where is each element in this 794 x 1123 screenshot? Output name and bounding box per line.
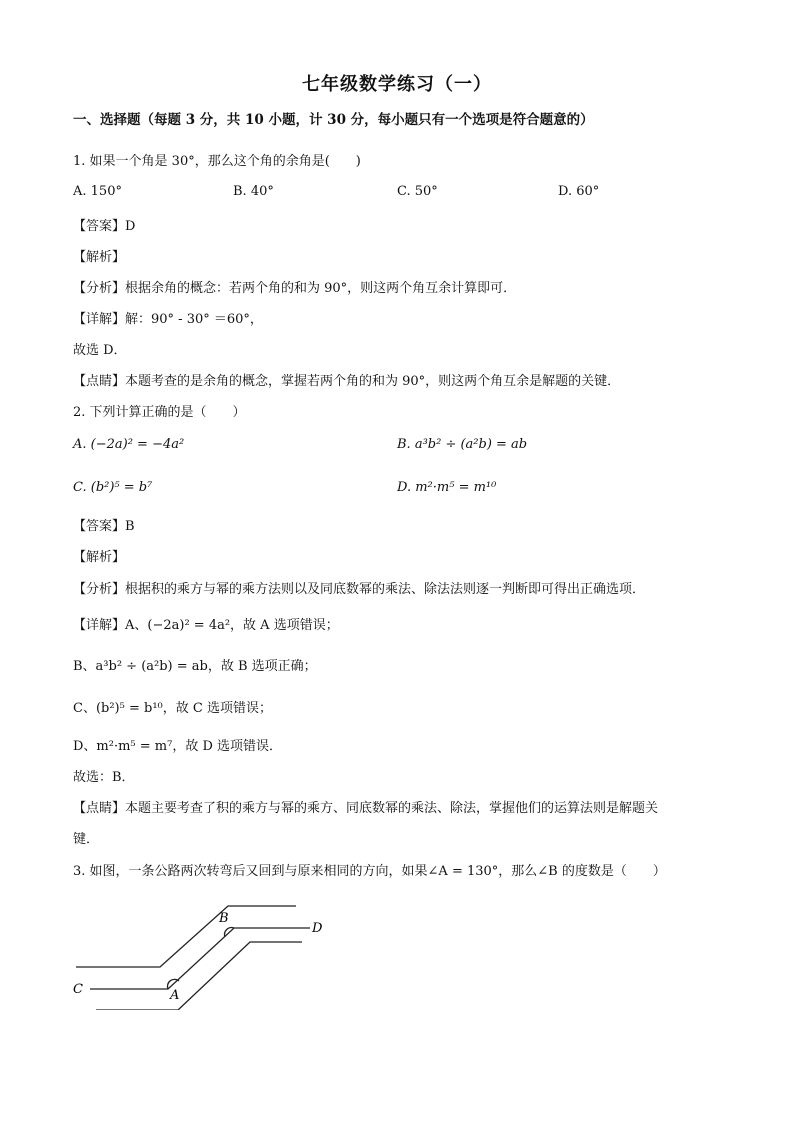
road-edge-lower (96, 942, 302, 1010)
q1-analysis-label: 【解析】 (73, 250, 126, 265)
q1-stem: 1. 如果一个角是 30°，那么这个角的余角是( ) (73, 154, 361, 169)
road-edge-upper (76, 906, 296, 967)
q1-option-d: D. 60° (558, 184, 600, 199)
label-d: D (312, 921, 323, 936)
label-a: A (170, 988, 180, 1003)
q2-analysis-label: 【解析】 (73, 550, 126, 565)
q2-choose: 故选：B． (73, 770, 135, 785)
q1-option-a: A. 150° (73, 184, 122, 199)
q2-fenxi: 【分析】根据积的乘方与幂的乘方法则以及同底数幂的乘法、除法法则逐一判断即可得出正确选项． (73, 582, 646, 597)
q1-option-b: B. 40° (233, 184, 274, 199)
q2-stem: 2. 下列计算正确的是（ ） (73, 405, 246, 420)
q2-option-b: B. a³b² ÷ (a²b) = ab (397, 437, 528, 452)
q2-option-d: D. m²·m⁵ = m¹⁰ (397, 480, 497, 495)
q2-option-c: C. (b²)⁵ = b⁷ (73, 480, 153, 495)
q2-xiangjie: 【详解】A、(−2a)² = 4a²，故 A 选项错误； (73, 618, 339, 633)
q2-line-c: C、(b²)⁵ = b¹⁰，故 C 选项错误； (73, 701, 272, 716)
q1-option-c: C. 50° (397, 184, 438, 199)
q1-xiangjie: 【详解】解：90° - 30° ＝60°， (73, 312, 263, 327)
q2-answer: 【答案】B (73, 519, 135, 534)
label-b: B (219, 911, 229, 926)
q2-dianjing: 【点睛】本题主要考查了积的乘方与幂的乘方、同底数幂的乘法、除法，掌握他们的运算法则是解题关 (73, 801, 659, 816)
q2-dianjing-cont: 键． (73, 832, 100, 847)
q2-line-b: B、a³b² ÷ (a²b) = ab，故 B 选项正确； (73, 659, 317, 674)
section-heading: 一、选择题（每题 3 分，共 10 小题，计 30 分，每小题只有一个选项是符合题意的） (73, 112, 594, 128)
q1-fenxi: 【分析】根据余角的概念：若两个角的和为 90°，则这两个角互余计算即可． (73, 281, 517, 296)
road-figure (70, 900, 340, 1010)
road-centerline (90, 928, 310, 989)
label-c: C (73, 982, 83, 997)
q2-line-d: D、m²·m⁵ = m⁷，故 D 选项错误． (73, 739, 283, 754)
page-title: 七年级数学练习（一） (302, 74, 492, 95)
q3-stem: 3. 如图，一条公路两次转弯后又回到与原来相同的方向，如果∠A = 130°，那么∠B 的度数是（ ） (73, 864, 666, 879)
q2-option-a: A. (−2a)² = −4a² (73, 437, 185, 452)
q1-dianjing: 【点睛】本题考查的是余角的概念，掌握若两个角的和为 90°，则这两个角互余是解题的关键． (73, 374, 621, 389)
q1-choose: 故选 D． (73, 343, 127, 358)
q1-answer: 【答案】D (73, 219, 136, 234)
